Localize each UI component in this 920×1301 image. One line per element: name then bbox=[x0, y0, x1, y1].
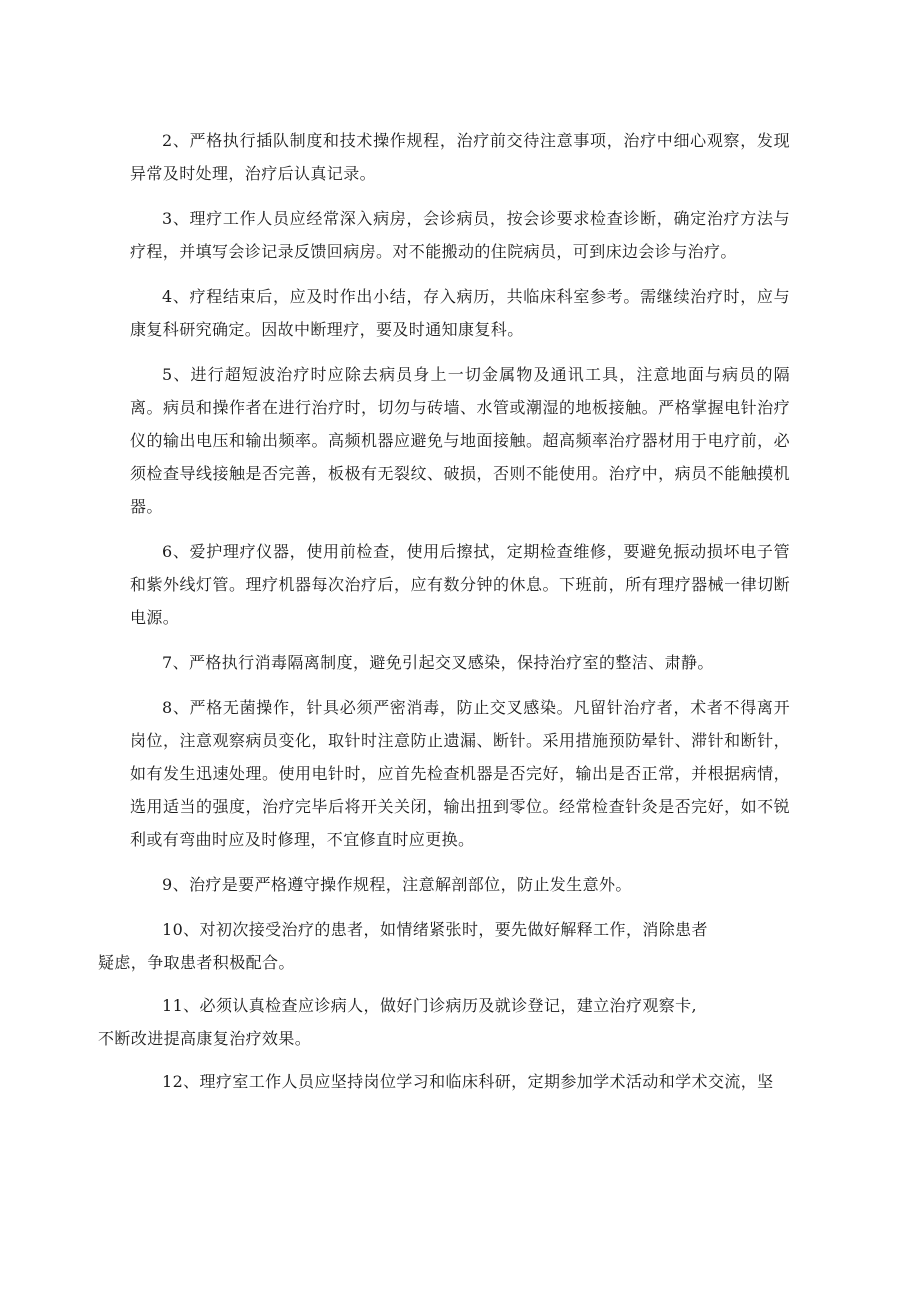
paragraph-item-8: 8、严格无菌操作，针具必须严密消毒，防止交叉感染。凡留针治疗者，术者不得离开岗位，注意观察病员变化，取针时注意防止遗漏、断针。采用措施预防晕针、滞针和断针，如有发生迅速处理。使用电针时，应首先检查机器是否完好，输出是否正常，并根据病情，选用适当的强度，治疗完毕后将开关关闭，输出扭到零位。经常检查针灸是否完好，如不锐利或有弯曲时应及时修理，不宜修直时应更换。 bbox=[130, 698, 790, 849]
document-body bbox=[98, 124, 790, 1110]
paragraph-item-3: 3、理疗工作人员应经常深入病房，会诊病员，按会诊要求检查诊断，确定治疗方法与疗程，并填写会诊记录反馈回病房。对不能搬动的住院病员，可到床边会诊与治疗。 bbox=[130, 209, 790, 261]
paragraph-11-line-1: 11、必须认真检查应诊病人，做好门诊病历及就诊登记，建立治疗观察卡, bbox=[162, 996, 698, 1015]
paragraph-item-5: 5、进行超短波治疗时应除去病员身上一切金属物及通讯工具，注意地面与病员的隔离。病员和操作者在进行治疗时，切勿与砖墙、水管或潮湿的地板接触。严格掌握电针治疗仪的输出电压和输出频率。高频机器应避免与地面接触。超高频率治疗器材用于电疗前，必须检查导线接触是否完善，板极有无裂纹、破损，否则不能使用。治疗中，病员不能触摸机器。 bbox=[130, 365, 790, 516]
paragraph-item-2: 2、严格执行插队制度和技术操作规程，治疗前交待注意事项，治疗中细心观察，发现异常及时处理，治疗后认真记录。 bbox=[130, 131, 790, 183]
paragraph-item-9: 9、治疗是要严格遵守操作规程，注意解剖部位，防止发生意外。 bbox=[162, 875, 632, 894]
paragraph-11-line-2: 不断改进提高康复治疗效果。 bbox=[98, 1029, 312, 1048]
paragraph-10-line-2: 疑虑，争取患者积极配合。 bbox=[98, 953, 295, 972]
paragraph-item-6: 6、爱护理疗仪器，使用前检查，使用后擦拭，定期检查维修，要避免振动损坏电子管和紫外线灯管。理疗机器每次治疗后，应有数分钟的休息。下班前，所有理疗器械一律切断电源。 bbox=[130, 542, 790, 627]
paragraph-item-11 bbox=[98, 989, 790, 1055]
paragraph-item-10 bbox=[98, 913, 790, 979]
paragraph-item-4: 4、疗程结束后，应及时作出小结，存入病历，共临床科室参考。需继续治疗时，应与康复科研究确定。因故中断理疗，要及时通知康复科。 bbox=[130, 287, 790, 339]
paragraph-item-7: 7、严格执行消毒隔离制度，避免引起交叉感染，保持治疗室的整洁、肃静。 bbox=[162, 653, 714, 672]
paragraph-item-12: 12、理疗室工作人员应坚持岗位学习和临床科研，定期参加学术活动和学术交流，坚 bbox=[162, 1072, 774, 1091]
paragraph-10-line-1: 10、对初次接受治疗的患者，如情绪紧张时，要先做好解释工作，消除患者 bbox=[162, 920, 708, 939]
